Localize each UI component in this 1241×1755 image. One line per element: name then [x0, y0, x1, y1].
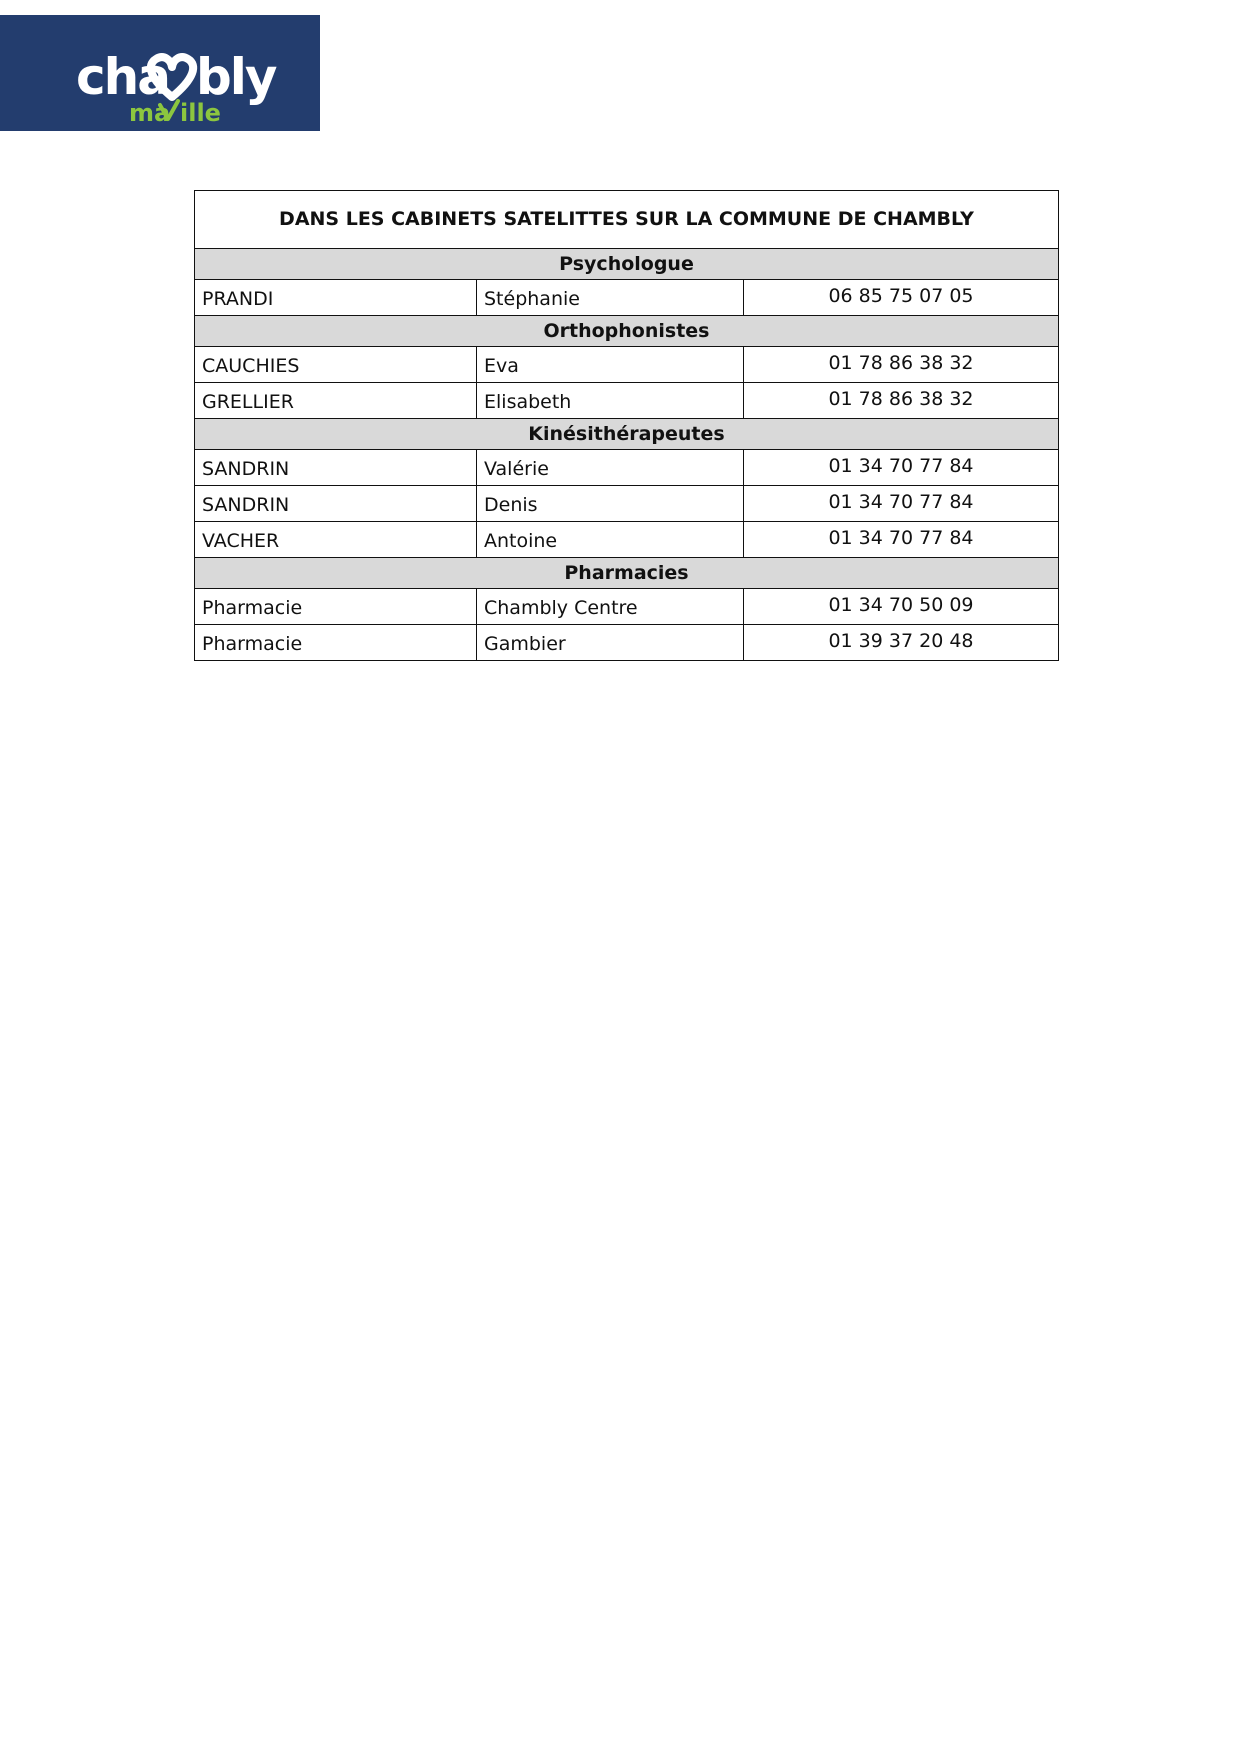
section-row	[195, 316, 1059, 347]
section-row	[195, 558, 1059, 589]
svg-text:ma: ma	[129, 99, 171, 127]
phone-cell: 01 78 86 38 32	[744, 383, 1059, 419]
phone-cell: 01 78 86 38 32	[744, 347, 1059, 383]
table-title: DANS LES CABINETS SATELITTES SUR LA COMMUNE DE CHAMBLY	[195, 191, 1059, 249]
section-heading: Kinésithérapeutes	[195, 419, 1059, 450]
phone-cell: 01 34 70 77 84	[744, 522, 1059, 558]
svg-text:ille: ille	[180, 99, 221, 127]
svg-text:bly: bly	[196, 48, 276, 106]
table-row	[195, 383, 1059, 419]
table-row	[195, 280, 1059, 316]
directory-table	[194, 190, 1059, 661]
last-name-cell: Pharmacie	[195, 625, 477, 661]
first-name-cell: Chambly Centre	[477, 589, 744, 625]
chambly-logo-mark	[0, 15, 320, 131]
table-row	[195, 589, 1059, 625]
first-name-cell: Denis	[477, 486, 744, 522]
phone-cell: 01 34 70 77 84	[744, 450, 1059, 486]
last-name-cell: CAUCHIES	[195, 347, 477, 383]
chambly-logo	[0, 15, 320, 131]
table-row	[195, 486, 1059, 522]
first-name-cell: Elisabeth	[477, 383, 744, 419]
last-name-cell: SANDRIN	[195, 450, 477, 486]
table-row	[195, 450, 1059, 486]
section-heading: Orthophonistes	[195, 316, 1059, 347]
section-row	[195, 249, 1059, 280]
last-name-cell: PRANDI	[195, 280, 477, 316]
section-heading: Pharmacies	[195, 558, 1059, 589]
last-name-cell: SANDRIN	[195, 486, 477, 522]
table-row	[195, 522, 1059, 558]
phone-cell: 01 34 70 77 84	[744, 486, 1059, 522]
first-name-cell: Antoine	[477, 522, 744, 558]
last-name-cell: Pharmacie	[195, 589, 477, 625]
phone-cell: 01 34 70 50 09	[744, 589, 1059, 625]
first-name-cell: Valérie	[477, 450, 744, 486]
table-row	[195, 625, 1059, 661]
section-row	[195, 419, 1059, 450]
last-name-cell: GRELLIER	[195, 383, 477, 419]
first-name-cell: Gambier	[477, 625, 744, 661]
table-row	[195, 347, 1059, 383]
section-heading: Psychologue	[195, 249, 1059, 280]
first-name-cell: Eva	[477, 347, 744, 383]
svg-text:cha: cha	[76, 48, 169, 106]
table-title-row	[195, 191, 1059, 249]
phone-cell: 06 85 75 07 05	[744, 280, 1059, 316]
phone-cell: 01 39 37 20 48	[744, 625, 1059, 661]
first-name-cell: Stéphanie	[477, 280, 744, 316]
last-name-cell: VACHER	[195, 522, 477, 558]
